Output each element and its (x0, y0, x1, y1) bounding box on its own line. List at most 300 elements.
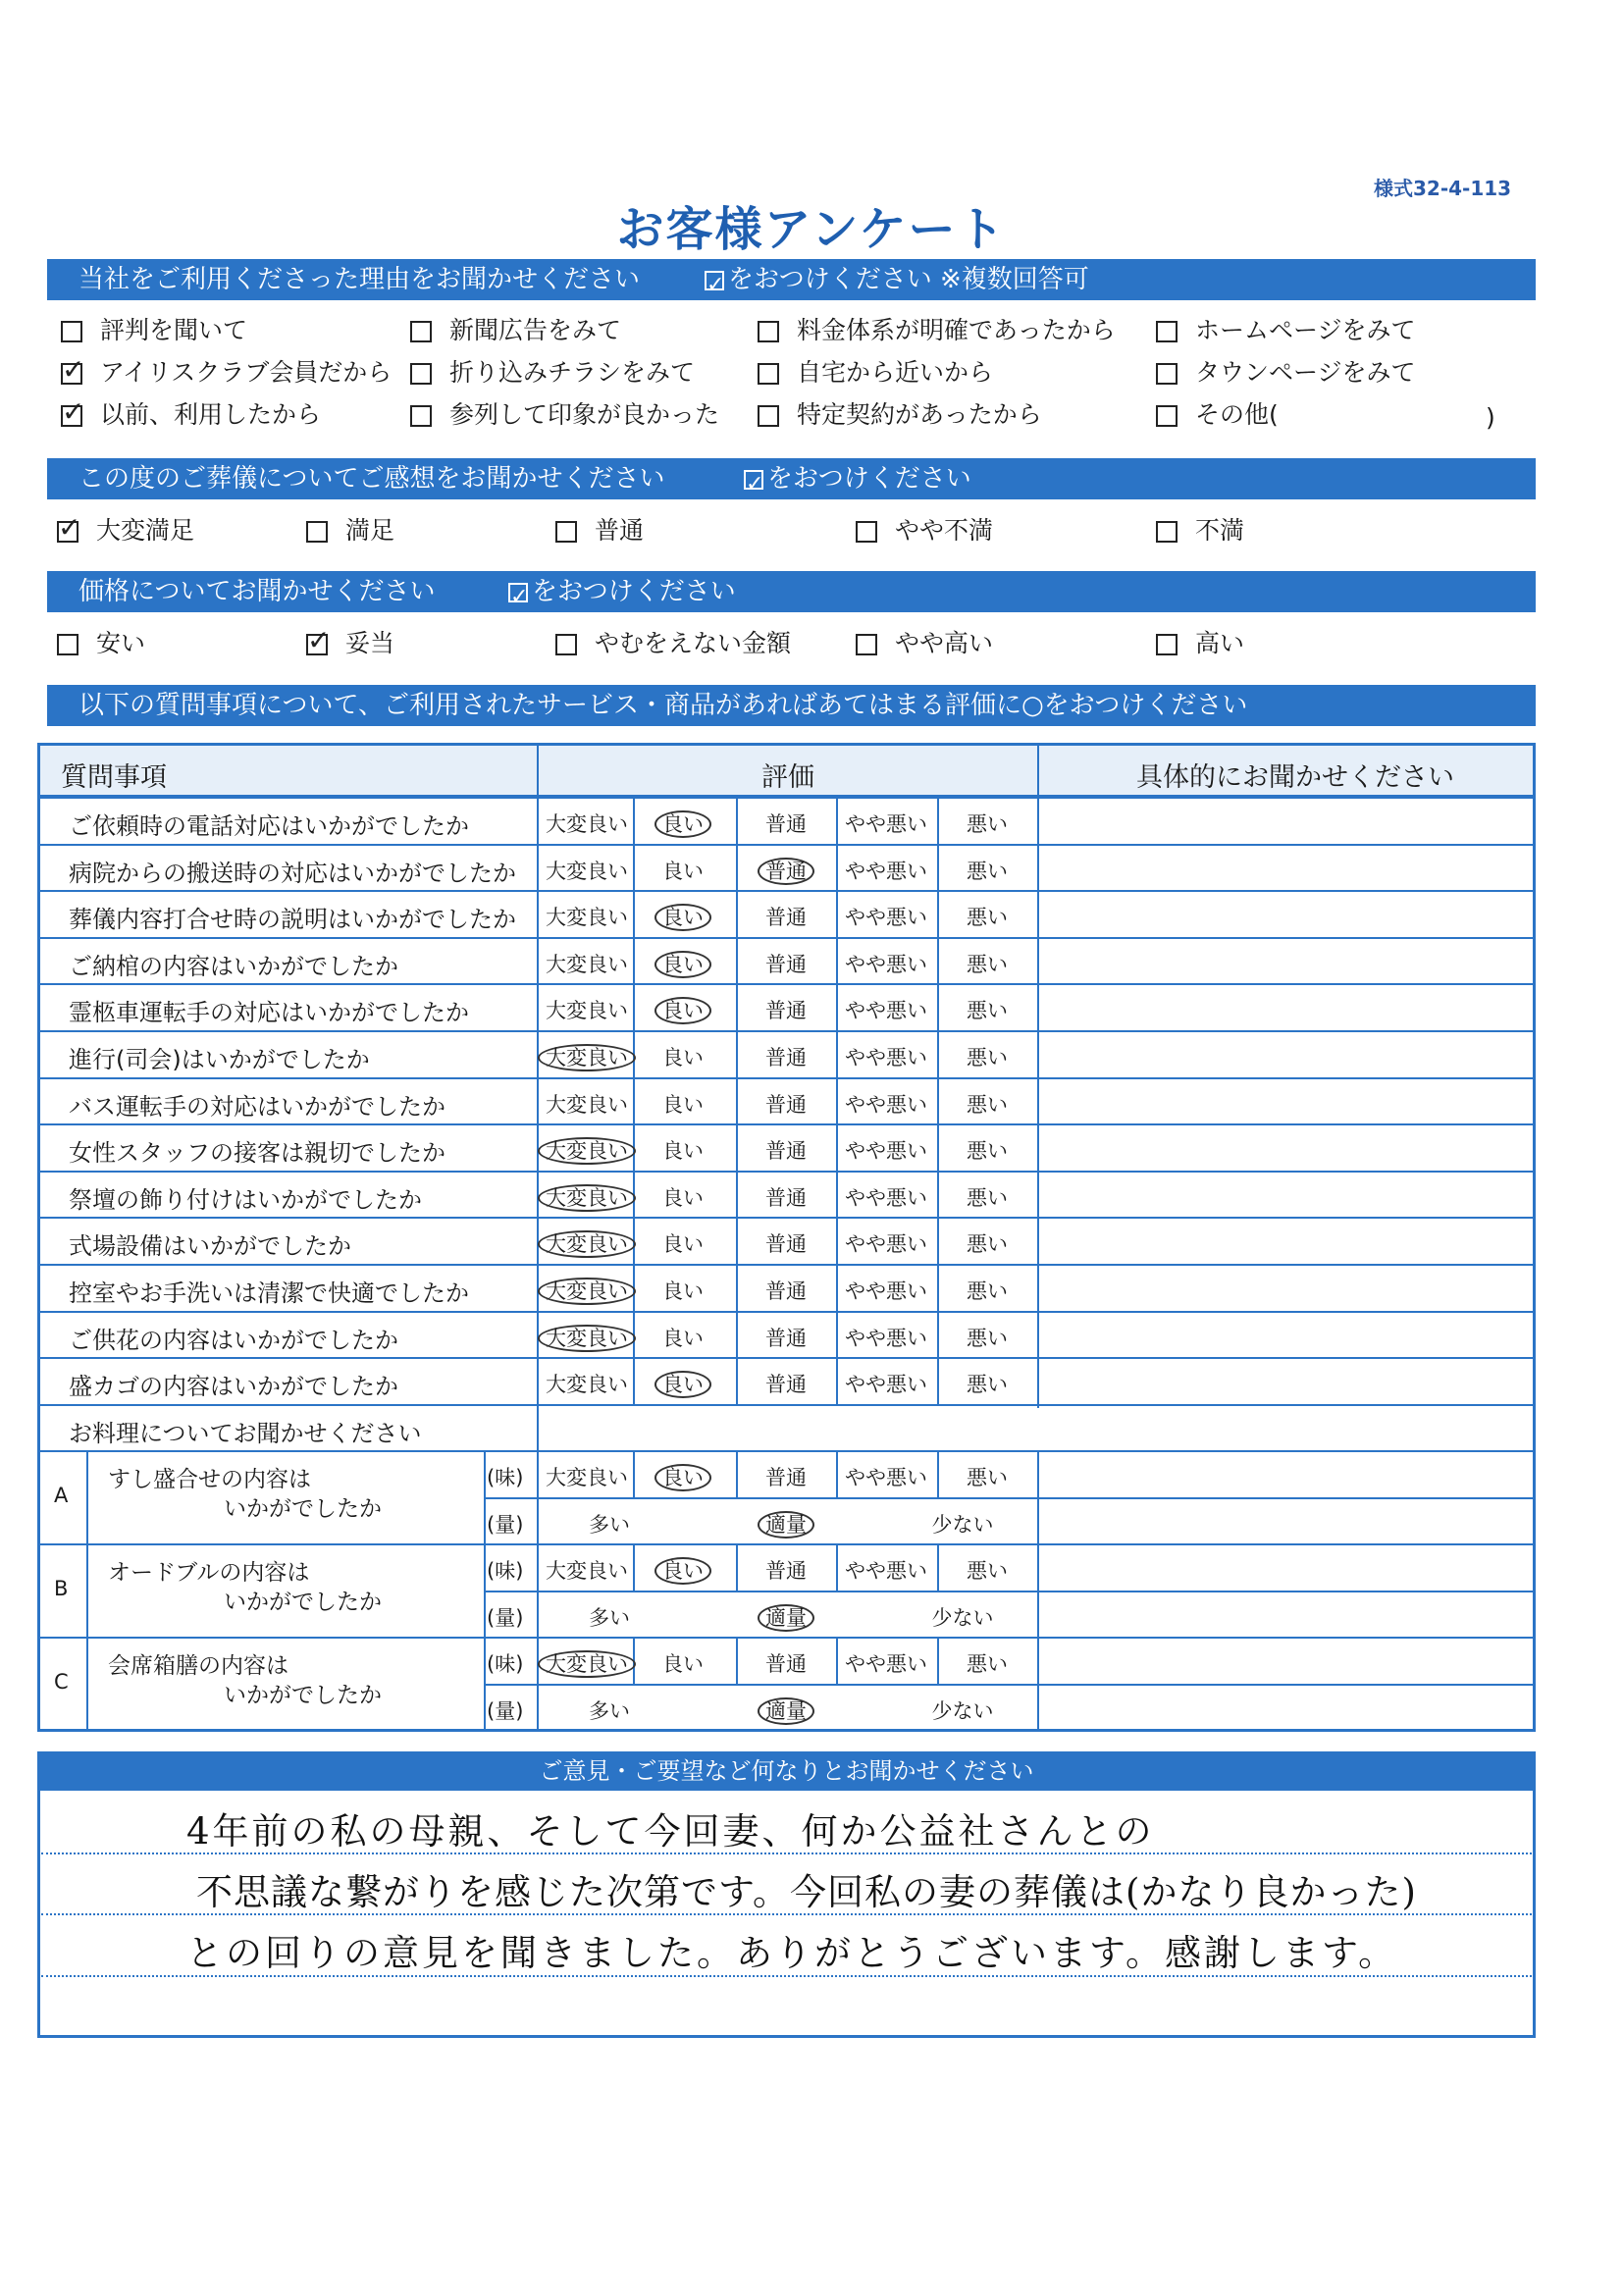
rating-option[interactable] (736, 1089, 836, 1119)
col-rating-header: 評価 (761, 762, 814, 793)
checkbox[interactable] (1156, 363, 1178, 385)
checkbox[interactable] (758, 363, 779, 385)
rating-option[interactable] (537, 1182, 637, 1212)
taste-option-label: やや悪い (845, 1466, 927, 1489)
rating-option[interactable] (633, 1089, 733, 1119)
amount-label: (量) (487, 1699, 524, 1723)
rating-option[interactable] (736, 1323, 836, 1352)
rating-option[interactable] (937, 1089, 1037, 1119)
rating-option-label: 良い (654, 904, 711, 931)
rating-option[interactable] (633, 1228, 733, 1258)
reason-option[interactable] (758, 358, 993, 388)
rating-option[interactable] (736, 1042, 836, 1071)
question-text: 霊柩車運転手の対応はいかがでしたか (69, 999, 469, 1026)
taste-option[interactable] (537, 1648, 637, 1678)
taste-option[interactable] (736, 1555, 836, 1585)
other-close-paren: ) (1486, 403, 1495, 432)
rating-option-label: 普通 (765, 999, 807, 1022)
grid-line (37, 1637, 1536, 1639)
question-text: バス運転手の対応はいかがでしたか (69, 1093, 445, 1121)
rating-option[interactable] (633, 1369, 733, 1398)
amount-option-label: 少ない (931, 1606, 994, 1630)
option-label: 参列して印象が良かった (449, 400, 720, 429)
taste-option-label: 悪い (967, 1466, 1008, 1489)
rating-option[interactable] (937, 995, 1037, 1024)
option-label: 自宅から近いから (797, 358, 994, 387)
rating-option[interactable] (937, 1369, 1037, 1398)
rating-option-label: 悪い (967, 999, 1008, 1022)
rating-option-label: 大変良い (546, 1093, 628, 1117)
taste-option[interactable] (937, 1555, 1037, 1585)
question-text: 女性スタッフの接客は親切でしたか (69, 1139, 445, 1167)
rating-option[interactable] (633, 1323, 733, 1352)
rating-option-label: 良い (654, 810, 711, 838)
amount-label: (量) (487, 1513, 524, 1537)
option-label: 折り込みチラシをみて (449, 358, 696, 387)
taste-option-label: 良い (662, 1652, 704, 1676)
rating-option[interactable] (937, 1042, 1037, 1071)
checkbox[interactable] (1156, 634, 1178, 655)
grid-line (37, 1450, 1536, 1452)
amount-option[interactable] (913, 1509, 1013, 1539)
checkbox[interactable] (306, 634, 328, 655)
rating-option[interactable] (736, 856, 836, 885)
rating-option-label: 良い (662, 860, 704, 883)
rating-option-label: 良い (662, 1093, 704, 1117)
rating-option[interactable] (633, 949, 733, 978)
taste-option[interactable] (836, 1648, 936, 1678)
taste-option[interactable] (537, 1462, 637, 1491)
rating-option[interactable] (537, 949, 637, 978)
rating-option-label: 悪い (967, 860, 1008, 883)
reason-option[interactable] (1156, 316, 1416, 345)
reason-option[interactable] (61, 400, 321, 430)
grid-line (37, 1404, 1536, 1406)
food-name: すし盛合せの内容は (108, 1467, 311, 1492)
rating-option-label: 普通 (765, 1186, 807, 1210)
checkbox[interactable] (61, 405, 82, 427)
grid-line (37, 1264, 1536, 1266)
rating-option-label: 良い (662, 1279, 704, 1303)
question-text: ご納棺の内容はいかがでしたか (69, 953, 398, 980)
grid-line (484, 1591, 1536, 1592)
option-label: アイリスクラブ会員だから (100, 358, 393, 387)
food-question: いかがでしたか (224, 1683, 382, 1708)
taste-label: (味) (487, 1652, 524, 1676)
rating-option[interactable] (633, 1042, 733, 1071)
rating-option[interactable] (633, 995, 733, 1024)
food-letter: B (54, 1577, 69, 1600)
rating-option[interactable] (937, 856, 1037, 885)
rating-option-label: やや悪い (845, 906, 927, 929)
option-label: タウンページをみて (1195, 358, 1416, 387)
rating-option-label: 悪い (967, 1327, 1008, 1350)
section-reason-heading: 当社をご利用くださった理由をお聞かせください (79, 265, 641, 294)
rating-option[interactable] (836, 1276, 936, 1305)
rating-option[interactable] (633, 1276, 733, 1305)
grid-line (1037, 743, 1039, 1408)
reason-option[interactable] (1156, 358, 1416, 388)
rating-option-label: 良い (662, 1046, 704, 1070)
section-reason-header (47, 259, 1536, 300)
rating-option-label: 大変良い (546, 906, 628, 929)
rating-option[interactable] (537, 995, 637, 1024)
rating-option[interactable] (836, 1182, 936, 1212)
food-name: 会席箱膳の内容は (108, 1653, 288, 1679)
rating-option[interactable] (836, 1042, 936, 1071)
rating-option-label: 普通 (765, 1139, 807, 1163)
section-rating-header (47, 685, 1536, 726)
rating-option-label: 大変良い (546, 812, 628, 836)
amount-option-label: 少ない (931, 1699, 994, 1723)
question-text: 控室やお手洗いは清潔で快適でしたか (69, 1279, 469, 1307)
rating-option-label: 大変良い (538, 1044, 636, 1071)
amount-option[interactable] (736, 1509, 836, 1539)
rating-option-label: 良い (662, 1186, 704, 1210)
rating-option[interactable] (736, 809, 836, 838)
checkbox[interactable] (410, 321, 432, 342)
rating-option[interactable] (736, 949, 836, 978)
rating-option-label: 大変良い (538, 1278, 636, 1305)
grid-line (37, 844, 1536, 846)
checkbox[interactable] (61, 321, 82, 342)
section-price-heading: 価格についてお聞かせください (79, 577, 436, 606)
rating-option[interactable] (537, 1228, 637, 1258)
impression-option[interactable] (306, 516, 394, 546)
impression-option[interactable] (555, 516, 644, 546)
taste-option[interactable] (537, 1555, 637, 1585)
grid-line (37, 1077, 1536, 1079)
reason-option[interactable] (410, 400, 719, 430)
checkbox[interactable] (57, 634, 79, 655)
rating-option-label: 悪い (967, 1232, 1008, 1256)
food-question: いかがでしたか (224, 1590, 382, 1615)
rating-option[interactable] (537, 1276, 637, 1305)
rating-option[interactable] (937, 1276, 1037, 1305)
taste-option[interactable] (633, 1648, 733, 1678)
page-title: お客様アンケート (616, 202, 1007, 257)
rating-option[interactable] (836, 1369, 936, 1398)
amount-label: (量) (487, 1606, 524, 1630)
price-option[interactable] (856, 629, 993, 658)
rating-option-label: やや悪い (845, 1232, 927, 1256)
rating-option[interactable] (736, 1228, 836, 1258)
taste-option[interactable] (736, 1648, 836, 1678)
price-option[interactable] (555, 629, 791, 658)
food-heading: お料理についてお聞かせください (69, 1420, 422, 1447)
question-text: 祭壇の飾り付けはいかがでしたか (69, 1186, 422, 1214)
rating-option[interactable] (736, 1276, 836, 1305)
amount-option[interactable] (736, 1696, 836, 1725)
option-label: やや不満 (895, 516, 994, 545)
impression-option[interactable] (1156, 516, 1244, 546)
reason-option[interactable] (758, 316, 1116, 345)
rating-option-label: 良い (654, 997, 711, 1024)
taste-option-label: 普通 (765, 1466, 807, 1489)
rating-option[interactable] (633, 1182, 733, 1212)
rating-option[interactable] (836, 856, 936, 885)
rating-option-label: やや悪い (845, 812, 927, 836)
taste-option-label: 良い (654, 1557, 711, 1585)
rating-option-label: 普通 (765, 1093, 807, 1117)
col-question-header: 質問事項 (61, 762, 167, 793)
taste-option-label: やや悪い (845, 1652, 927, 1676)
rating-option-label: 普通 (765, 953, 807, 976)
rating-option-label: やや悪い (845, 953, 927, 976)
taste-option[interactable] (836, 1462, 936, 1491)
rating-option-label: 普通 (765, 1046, 807, 1070)
form-number: 様式32-4-113 (1374, 177, 1512, 200)
checkmark-icon (705, 271, 724, 290)
rating-option[interactable] (736, 995, 836, 1024)
impression-option[interactable] (856, 516, 993, 546)
section-impression-heading: この度のご葬儀についてご感想をお聞かせください (79, 464, 665, 494)
rating-option-label: 悪い (967, 953, 1008, 976)
grid-line (37, 1217, 1536, 1219)
amount-option-label: 適量 (758, 1511, 814, 1539)
option-label: 妥当 (345, 629, 395, 657)
comment-line: との回りの意見を聞きました。ありがとうございます。感謝します。 (186, 1932, 1398, 1974)
taste-option-label: 普通 (765, 1559, 807, 1583)
rating-option[interactable] (836, 902, 936, 931)
amount-option[interactable] (913, 1696, 1013, 1725)
rating-option-label: やや悪い (845, 1093, 927, 1117)
rating-option[interactable] (937, 1323, 1037, 1352)
checkbox[interactable] (57, 521, 79, 543)
checkbox[interactable] (61, 363, 82, 385)
grid-line (484, 1684, 1536, 1686)
question-text: 進行(司会)はいかがでしたか (69, 1046, 370, 1073)
taste-option-label: 普通 (765, 1652, 807, 1676)
amount-option[interactable] (736, 1602, 836, 1632)
option-label: 以前、利用したから (100, 400, 322, 429)
taste-option-label: 大変良い (546, 1559, 628, 1583)
rating-option-label: 良い (662, 1232, 704, 1256)
question-text: ご依頼時の電話対応はいかがでしたか (69, 812, 469, 840)
option-label: 安い (96, 629, 146, 657)
amount-option-label: 多い (589, 1513, 630, 1537)
taste-option[interactable] (633, 1555, 733, 1585)
rating-option-label: 大変良い (538, 1137, 636, 1165)
grid-line (37, 937, 1536, 939)
rating-option-label: 大変良い (538, 1325, 636, 1352)
rating-option-label: やや悪い (845, 1373, 927, 1396)
rating-option-label: 良い (662, 1327, 704, 1350)
checkbox[interactable] (856, 634, 877, 655)
rating-option-label: 良い (654, 951, 711, 978)
rating-option[interactable] (633, 809, 733, 838)
rating-option[interactable] (537, 1323, 637, 1352)
option-label: 大変満足 (96, 516, 195, 545)
taste-option[interactable] (937, 1462, 1037, 1491)
section-impression-header (47, 458, 1536, 499)
rating-option-label: やや悪い (845, 1186, 927, 1210)
amount-option-label: 適量 (758, 1604, 814, 1632)
option-label: やむをえない金額 (595, 629, 792, 657)
comment-heading: ご意見・ご要望など何なりとお聞かせください (37, 1751, 1536, 1791)
taste-label: (味) (487, 1559, 524, 1583)
checkbox[interactable] (856, 521, 877, 543)
rating-option-label: 大変良い (538, 1184, 636, 1212)
grid-line (86, 1450, 88, 1732)
section-impression-note-text: をおつけください (767, 464, 971, 494)
reason-option[interactable] (61, 316, 247, 345)
checkbox[interactable] (758, 405, 779, 427)
taste-option-label: 悪い (967, 1559, 1008, 1583)
amount-option[interactable] (559, 1696, 659, 1725)
option-label: 普通 (595, 516, 645, 545)
rating-option-label: 普通 (758, 858, 814, 885)
rating-option[interactable] (633, 856, 733, 885)
option-label: 満足 (345, 516, 395, 545)
checkbox[interactable] (410, 363, 432, 385)
checkbox[interactable] (306, 521, 328, 543)
amount-option-label: 多い (589, 1699, 630, 1723)
section-price-header (47, 571, 1536, 612)
checkbox[interactable] (555, 634, 577, 655)
checkbox[interactable] (555, 521, 577, 543)
rating-option-label: 悪い (967, 1186, 1008, 1210)
rating-option[interactable] (836, 949, 936, 978)
rating-option[interactable] (633, 1135, 733, 1165)
rating-option-label: 大変良い (546, 1373, 628, 1396)
rating-option[interactable] (937, 949, 1037, 978)
question-text: 盛カゴの内容はいかがでしたか (69, 1373, 398, 1400)
rating-option-label: やや悪い (845, 1139, 927, 1163)
rating-option[interactable] (736, 1182, 836, 1212)
checkbox[interactable] (410, 405, 432, 427)
rating-option-label: 大変良い (538, 1230, 636, 1258)
comment-line: 不思議な繋がりを感じた次第です。今回私の妻の葬儀は(かなり良かった) (196, 1871, 1417, 1913)
rating-option[interactable] (736, 1135, 836, 1165)
option-label: 不満 (1195, 516, 1245, 545)
taste-option-label: 大変良い (546, 1466, 628, 1489)
amount-option[interactable] (559, 1509, 659, 1539)
checkmark-icon (744, 470, 763, 490)
rating-option[interactable] (836, 1228, 936, 1258)
option-label: 新聞広告をみて (449, 316, 622, 344)
food-name: オードブルの内容は (108, 1560, 310, 1586)
reason-option[interactable] (61, 358, 392, 388)
section-reason-note-text: をおつけください ※複数回答可 (728, 265, 1089, 294)
amount-option[interactable] (559, 1602, 659, 1632)
grid-line (37, 983, 1536, 985)
grid-line (37, 797, 1536, 799)
reason-option[interactable] (410, 358, 695, 388)
grid-line (37, 1030, 1536, 1032)
question-text: 葬儀内容打合せ時の説明はいかがでしたか (69, 906, 516, 933)
option-label: その他( (1195, 400, 1279, 429)
food-letter: A (54, 1484, 69, 1507)
rating-option-label: 普通 (765, 1232, 807, 1256)
taste-option[interactable] (836, 1555, 936, 1585)
impression-option[interactable] (57, 516, 194, 546)
taste-option[interactable] (736, 1462, 836, 1491)
rating-option-label: 大変良い (546, 860, 628, 883)
question-text: 病院からの搬送時の対応はいかがでしたか (69, 860, 516, 887)
reason-option[interactable] (758, 400, 1042, 430)
grid-line (37, 1171, 1536, 1173)
reason-option[interactable] (1156, 400, 1279, 430)
rating-option[interactable] (537, 1369, 637, 1398)
price-option[interactable] (1156, 629, 1244, 658)
rating-option[interactable] (937, 809, 1037, 838)
amount-option-label: 少ない (931, 1513, 994, 1537)
rating-option-label: 悪い (967, 1139, 1008, 1163)
rating-option[interactable] (736, 1369, 836, 1398)
section-price-note-text: をおつけください (532, 577, 736, 606)
rating-option[interactable] (537, 1089, 637, 1119)
price-option[interactable] (306, 629, 394, 658)
rating-option-label: 大変良い (546, 953, 628, 976)
rating-option[interactable] (937, 1228, 1037, 1258)
rating-option[interactable] (537, 1042, 637, 1071)
rating-option[interactable] (736, 902, 836, 931)
rating-option-label: 普通 (765, 1279, 807, 1303)
checkbox[interactable] (1156, 521, 1178, 543)
taste-label: (味) (487, 1466, 524, 1489)
grid-line (37, 890, 1536, 892)
rating-option-label: 悪い (967, 1373, 1008, 1396)
rating-option-label: 悪い (967, 1093, 1008, 1117)
rating-option[interactable] (937, 902, 1037, 931)
rating-option-label: 良い (654, 1371, 711, 1398)
rating-option[interactable] (836, 1323, 936, 1352)
rating-option[interactable] (537, 1135, 637, 1165)
rating-option[interactable] (633, 902, 733, 931)
rating-option-label: 悪い (967, 812, 1008, 836)
amount-option-label: 多い (589, 1606, 630, 1630)
rating-option-label: 悪い (967, 1046, 1008, 1070)
rating-option[interactable] (537, 809, 637, 838)
price-option[interactable] (57, 629, 145, 658)
taste-option[interactable] (633, 1462, 733, 1491)
rating-option[interactable] (836, 1135, 936, 1165)
taste-option-label: 良い (654, 1464, 711, 1491)
rating-option[interactable] (937, 1135, 1037, 1165)
option-label: 特定契約があったから (797, 400, 1042, 429)
option-label: 高い (1195, 629, 1245, 657)
checkbox[interactable] (758, 321, 779, 342)
rating-option-label: 悪い (967, 906, 1008, 929)
rating-option[interactable] (537, 856, 637, 885)
question-text: ご供花の内容はいかがでしたか (69, 1327, 398, 1354)
amount-option[interactable] (913, 1602, 1013, 1632)
grid-line (37, 1543, 1536, 1545)
option-label: 料金体系が明確であったから (797, 316, 1116, 344)
rating-option-label: 普通 (765, 1373, 807, 1396)
reason-option[interactable] (410, 316, 621, 345)
section-rating-heading: 以下の質問事項について、ご利用されたサービス・商品があればあてはまる評価に○をおつけください (79, 691, 1248, 720)
rating-option[interactable] (937, 1182, 1037, 1212)
food-question: いかがでしたか (224, 1496, 382, 1522)
grid-line (37, 1123, 1536, 1125)
rating-option[interactable] (537, 902, 637, 931)
taste-option-label: やや悪い (845, 1559, 927, 1583)
grid-line (484, 1497, 1536, 1499)
checkbox[interactable] (1156, 405, 1178, 427)
taste-option[interactable] (937, 1648, 1037, 1678)
rating-option[interactable] (836, 1089, 936, 1119)
rating-option-label: やや悪い (845, 860, 927, 883)
rating-option[interactable] (836, 809, 936, 838)
amount-option-label: 適量 (758, 1697, 814, 1725)
grid-line (37, 1311, 1536, 1313)
rating-option[interactable] (836, 995, 936, 1024)
checkmark-icon (508, 583, 528, 602)
rating-option-label: やや悪い (845, 1046, 927, 1070)
checkbox[interactable] (1156, 321, 1178, 342)
